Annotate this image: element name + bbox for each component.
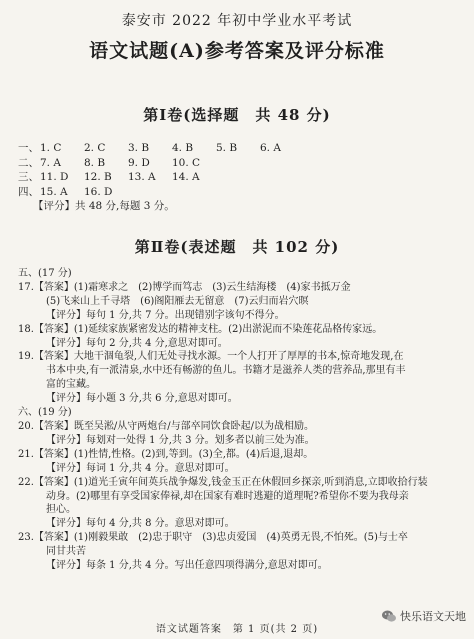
answer-cell: 14. A — [172, 171, 200, 183]
answer-cell: 3. B — [128, 142, 150, 154]
answer-line: 【评分】每句 2 分,共 4 分,意思对即可。 — [46, 337, 228, 349]
wechat-icon — [381, 608, 397, 624]
answer-line: 【评分】每小题 3 分,共 6 分,意思对即可。 — [46, 393, 238, 405]
answer-line: 富的宝藏。 — [46, 379, 96, 391]
section-number: 二、 — [18, 156, 39, 169]
answer-line: 书本中央,有一派清泉,水中还有畅游的鱼儿。书籍才是滋养人类的营养品,那里有丰 — [46, 365, 406, 377]
watermark — [381, 608, 466, 624]
answer-row — [18, 156, 304, 171]
answer-line: 同甘共苦 — [46, 546, 86, 558]
answer-line: 23.【答案】(1)刚毅果敢 (2)忠于职守 (3)忠贞爱国 (4)英勇无畏,不怕死。(5)与士卒 — [18, 532, 408, 544]
answer-cell: 9. D — [128, 156, 150, 169]
answer-cell: 4. B — [172, 142, 194, 154]
part2-answers — [18, 267, 460, 573]
part2-heading: 第Ⅱ卷(表述题 共 102 分) — [134, 238, 340, 256]
answer-line: 【评分】每句 1 分,共 7 分。出现错别字该句不得分。 — [46, 309, 285, 321]
answer-line: 20.【答案】既至吴淞/从守两炮台/与部卒同饮食卧起/以为战相励。 — [18, 420, 315, 432]
answer-cell: 16. D — [84, 185, 113, 198]
answer-cell: 11. D — [40, 171, 69, 183]
answer-cell: 10. C — [172, 156, 201, 169]
page-footer: 语文试题答案 第 1 页(共 2 页) — [155, 624, 319, 635]
section-number: 一、 — [18, 142, 39, 154]
section-number: 四、 — [18, 185, 39, 198]
answer-line: 六、(19 分) — [18, 407, 72, 419]
part1-heading: 第Ⅰ卷(选择题 共 48 分) — [143, 106, 331, 124]
answer-cell: 8. B — [84, 156, 106, 169]
scoring-note: 【评分】共 48 分,每题 3 分。 — [33, 200, 175, 212]
answer-row — [18, 170, 304, 185]
answer-line: 18.【答案】(1)延续家族紧密发达的精神支柱。(2)出淤泥而不染莲花品格传家远。 — [18, 323, 383, 335]
multiple-choice-answers — [18, 141, 304, 214]
answer-cell: 6. A — [260, 142, 281, 154]
answer-line: 五、(17 分) — [18, 268, 72, 279]
document-title: 语文试题(A)参考答案及评分标准 — [89, 40, 385, 62]
answer-row — [18, 141, 304, 156]
answer-line: 22.【答案】(1)道光壬寅年间英兵战争爆发,钱金玉正在休假回乡探亲,听到消息,立即收拾行装 — [18, 476, 428, 488]
answer-line: 【评分】每词 1 分,共 4 分。意思对即可。 — [46, 462, 235, 474]
answer-cell: 7. A — [40, 156, 61, 169]
answer-line: 17.【答案】(1)霜寒求之 (2)博学而笃志 (3)云生结海楼 (4)家书抵万金 — [18, 281, 351, 293]
answer-cell: 2. C — [84, 142, 106, 154]
answer-line: 19.【答案】大地干涸龟裂,人们无处寻找水源。一个人打开了厚厚的书本,惊奇地发现,在 — [18, 351, 404, 363]
section-number: 三、 — [18, 171, 39, 183]
answer-cell: 15. A — [40, 185, 68, 198]
answer-line: 担心。 — [46, 504, 76, 516]
answer-line: 动身。(2)哪里有享受国家俸禄,却在国家有难时逃避的道理呢?希望你不要为我母亲 — [46, 490, 409, 502]
answer-line: 【评分】每划对一处得 1 分,共 3 分。划多者以前三处为准。 — [46, 434, 315, 446]
answer-row — [18, 185, 304, 200]
answer-line: 【评分】每条 1 分,共 4 分。写出任意四项得满分,意思对即可。 — [46, 560, 328, 572]
watermark-text: 快乐语文天地 — [400, 610, 466, 623]
answer-cell: 1. C — [40, 142, 62, 154]
answer-line: 21.【答案】(1)性情,性格。(2)到,等到。(3)全,都。(4)后退,退却。 — [18, 448, 314, 460]
exam-title: 泰安市 2022 年初中学业水平考试 — [121, 13, 353, 29]
answer-cell: 12. B — [84, 171, 112, 183]
answer-cell: 5. B — [216, 142, 238, 154]
answer-cell: 13. A — [128, 171, 156, 183]
answer-line: (5)飞来山上千寻塔 (6)阁阳雁去无留意 (7)云归而岩穴暝 — [46, 295, 309, 307]
answer-line: 【评分】每句 4 分,共 8 分。意思对即可。 — [46, 518, 235, 530]
